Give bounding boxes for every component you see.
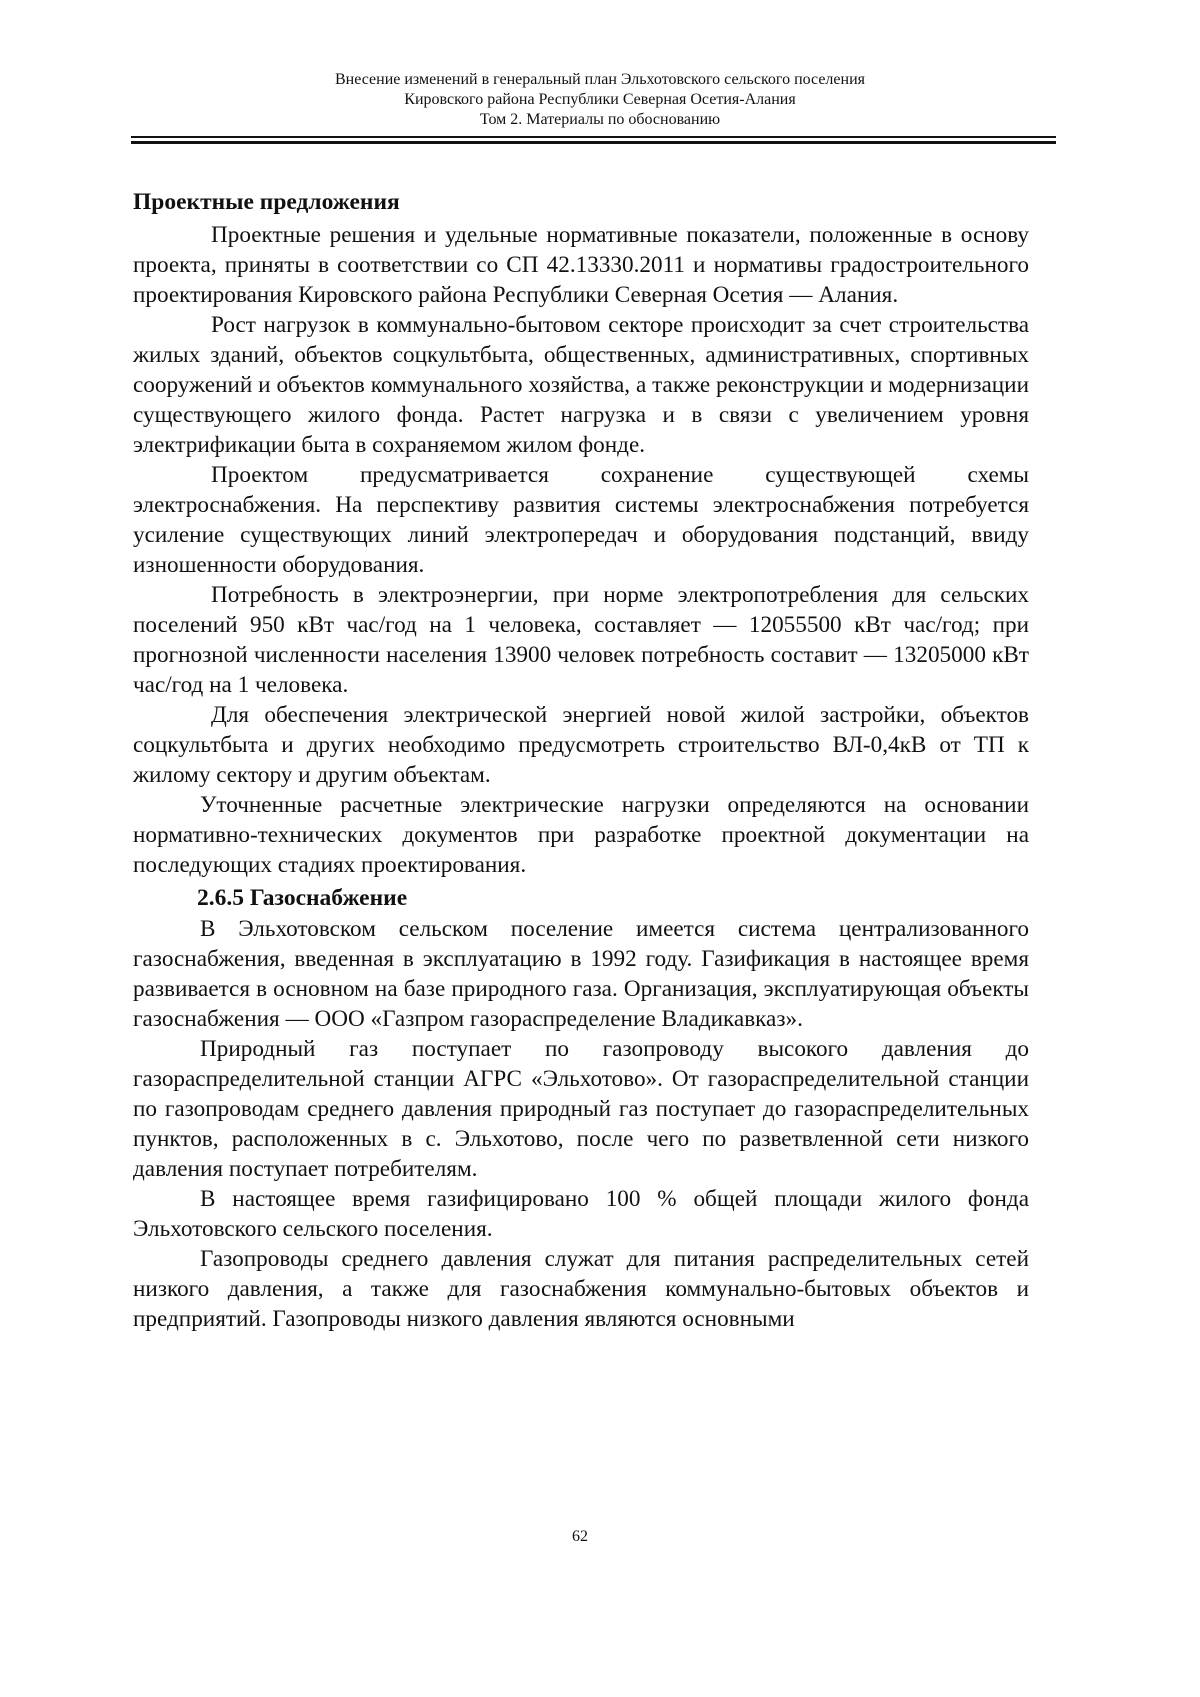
paragraph: Проектом предусматривается сохранение существующей схемы электроснабжения. На перспективу развития системы электроснабжения потребуется усиление существующих линий электропередач и оборудования подстанций, ввиду изношенности оборудования.: [133, 462, 1029, 578]
page-header: [145, 70, 1055, 130]
paragraph: В настоящее время газифицировано 100 % общей площади жилого фонда Эльхотовского сельского поселения.: [133, 1186, 1029, 1242]
page-number: 62: [572, 1528, 588, 1545]
paragraph: Уточненные расчетные электрические нагрузки определяются на основании нормативно-технических документов при разработке проектной документации на последующих стадиях проектирования.: [133, 792, 1029, 878]
document-body: [133, 186, 1029, 1334]
paragraph: Газопроводы среднего давления служат для питания распределительных сетей низкого давления, а также для газоснабжения коммунально-бытовых объектов и предприятий. Газопроводы низкого давления являются основными: [133, 1246, 1029, 1332]
paragraph: В Эльхотовском сельском поселение имеется система централизованного газоснабжения, введенная в эксплуатацию в 1992 году. Газификация в настоящее время развивается в основном на базе природного газа. Организация, эксплуатирующая объекты газоснабжения — ООО «Газпром газораспределение Владикавказ».: [133, 916, 1029, 1032]
paragraph: Потребность в электроэнергии, при норме электропотребления для сельских поселений 950 кВт час/год на 1 человека, составляет — 12055500 кВт час/год; при прогнозной численности населения 13900 человек потребность составит — 13205000 кВт час/год на 1 человека.: [133, 582, 1029, 698]
header-divider-thin: [131, 136, 1056, 138]
header-line-3: Том 2. Материалы по обоснованию: [479, 111, 721, 128]
header-divider-thick: [131, 141, 1056, 144]
header-line-2: Кировского района Республики Северная Осетия-Алания: [404, 91, 796, 108]
paragraph: Природный газ поступает по газопроводу высокого давления до газораспределительной станции АГРС «Эльхотово». От газораспределительной станции по газопроводам среднего давления природный газ поступает до газораспределительных пунктов, расположенных в с. Эльхотово, после чего по разветвленной сети низкого давления поступает потребителям.: [133, 1036, 1029, 1182]
header-line-1: Внесение изменений в генеральный план Эльхотовского сельского поселения: [335, 71, 865, 88]
section-title: Проектные предложения: [133, 189, 400, 215]
paragraph: Рост нагрузок в коммунально-бытовом секторе происходит за счет строительства жилых зданий, объектов соцкультбыта, общественных, административных, спортивных сооружений и объектов коммунального хозяйства, а также реконструкции и модернизации существующего жилого фонда. Растет нагрузка и в связи с увеличением уровня электрификации быта в сохраняемом жилом фонде.: [133, 312, 1029, 458]
subsection-title: 2.6.5 Газоснабжение: [197, 885, 408, 911]
paragraph: Для обеспечения электрической энергией новой жилой застройки, объектов соцкультбыта и других необходимо предусмотреть строительство ВЛ-0,4кВ от ТП к жилому сектору и другим объектам.: [133, 702, 1029, 788]
paragraph: Проектные решения и удельные нормативные показатели, положенные в основу проекта, приняты в соответствии со СП 42.13330.2011 и нормативы градостроительного проектирования Кировского района Республики Северная Осетия — Алания.: [133, 222, 1029, 308]
